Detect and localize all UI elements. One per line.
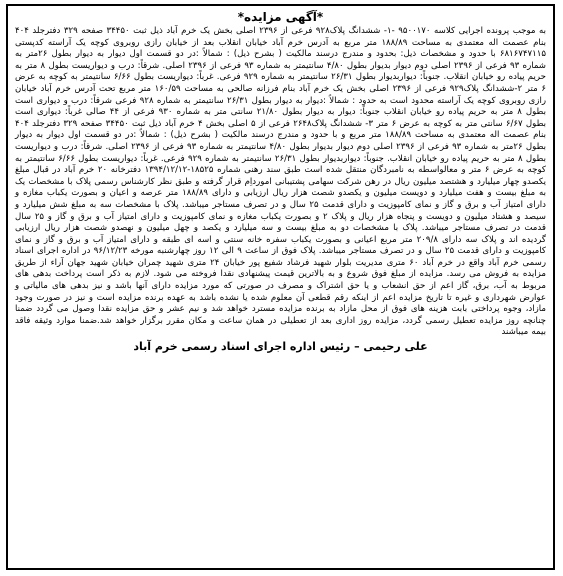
notice-body: به موجب پرونده اجرایی کلاسه ۹۵۰۰۱۷۰ -۱- ششدانگ پلاک۹۲۸ فرعی از ۲۳۹۶ اصلی بخش یک خرم آباد ذیل ثبت ۳۴۴۵۰ صفحه ۳۲۹ دفترجلد ۴۰۴ بنام عصمت اله معتمدی به مساحت ۱۸۸/۸۹ متر مربع به آدرس خرم آباد خیابان انقلاب بعد از خیابان رازی روبروی کوچه یک آراسته کدپستی ۶۸۱۶۷۴۷۱۱۵ با حدود و مشخصات ذیل: بحدود و مندرج درسند مالکیت ( بشرح ذیل) : شمالاً :در دو قسمت اول دیوار به دیوار بطول ۲۶متر به شماره ۹۳ فرعی از ۲۳۹۶ اصلی دوم دیوار بدیوار بطول ۴/۸۰ سانتیمتر به شماره ۹۳ فرعی از ۲۳۹۶ اصلی. شرقاً: درب و دیواریست بطول ۸ متر به حریم پیاده رو خیابان انقلاب. جنوباً: دیواربدیوار بطول ۲۶/۳۱ سانتیمتر به شماره ۹۲۹ فرعی. غرباً: دیواریست بطول ۶/۶۶ سانتیمتر به کوچه به عرض ۶ متر ۲-ششدانگ پلاک۹۲۹ فرعی از ۲۳۹۶ اصلی بخش یک خرم آباد بنام فرزانه صالحی به مساحت ۱۶۰/۵۹ متر مربع تحت آدرس خرم آباد خیابان رازی روبروی کوچه یک آراسته محدود است به حدود : شمالاً :دیوار به دیوار بطول ۲۶/۳۱ سانتیمتر به شماره ۹۲۸ فرعی شرقاً: درب و دیواری است بطول ۸ متر به حریم پیاده رو خیابان انقلاب جنوباً: دیوار به دیوار بطول ۲۱/۸۰ سانتی متر به شماره ۹۳۰ فرعی از ۴۴ صالی غرباً: دیواری است بطول ۶/۶۷ سانتی متر به کوچه به عرض ۶ متر ۳- ششدانگ پلاک۲۶۴۸ فرعی از ۵ اصلی بخش ۴ خرم آباد ذیل ثبت ۳۴۴۵۰ صفحه ۳۲۹ دفترجلد ۴۰۴ بنام عصمت اله معتمدی به مساحت ۱۸۸/۸۹ متر مربع و با حدود و مندرج درسند مالکیت ( بشرح ذیل) : شمالاً :در دو قسمت اول دیوار به دیوار بطول ۲۶متر به شماره ۹۳ فرعی از ۲۳۹۶ اصلی دوم دیوار بدیوار بطول ۴/۸۰ سانتیمتر به شماره ۹۳ فرعی از ۲۳۹۶ اصلی. شرقاً: درب و دیواریست بطول ۸ متر به حریم پیاده رو خیابان انقلاب. جنوباً: دیواربدیوار بطول ۲۶/۳۱ سانتیمتر به شماره ۹۲۹ فرعی. غرباً: دیواریست بطول ۶/۶۶ سانتیمتر به کوچه به عرض ۶ متر و معالواسطه به نامبردگان منتقل شده است طبق سند رهنی شماره ۱۸۵۲۵-۱۳۹۴/۱۲/۱۲ دفترخانه ۲۰ خرم آباد در قبال مبلغ یکصدو چهار میلیارد و هشتصد میلیون ریال در رهن شرکت سهامی پشتیبانی امورداِم قرار گرفته و طبق نظر کارشناس رسمی پلاک با مشخصات یک به مبلغ بیست و هفت میلیارد و دویست میلیون و یکصدو شصت هزار ریال ارزیابی و دارای ۱۸۸/۸۹ متر عرصه و اعیان و بصورت یکباب مغازه و دارای امتیاز آب و برق و گاز و نمای کامپوزیت و دارای قدمت ۲۵ سال و در تصرف مستاجر میباشد. پلاک با مشخصات سه به مبلغ شش میلیارد و سیصد و هشتاد میلیون و دویست و پنجاه هزار ریال و پلاک ۲ و بصورت یکباب مغازه و نمای کامپوزیت و دارای امتیاز آب و برق و گاز و ۲۵ سال قدمت در تصرف مستاجر میباشد. پلاک با مشخصات دو به مبلغ بیست و سه میلیارد و یکصد و چهل میلیون و نهصدو شصت هزار ریال ارزیابی گردیده اند و پلاک سه دارای ۲۰۹/۸ متر مربع اعیانی و بصورت یکباب سفره خانه سنتی و اسه ای طبقه و دارای امتیاز آب و برق و گاز و نمای کامپوزیت و دارای قدمت ۲۵ سال و در تصرف مستاجر میباشد. پلاک فوق از ساعت ۹ الی ۱۲ روز چهارشنبه مورخه ۹۶/۱۲/۲۳ در اداره اجرای اسناد رسمی خرم آباد واقع در خرم آباد ۶۰ متری مدیریت بلوار شهید فرشاد شفیع پور خیابان ۲۴ متری شهید چمران خیابان شهید جهان آراء از طریق مزایده به فروش می رسد. مزایده از مبلغ فوق شروع و به بالاترین قیمت پیشنهادی نقدا فروخته می شود. لازم به ذکر است پرداخت بدهی های مربوط به آب، برق، گاز اعم از حق انشعاب و یا حق اشتراک و مصرف در صورتی که مورد مزایده دارای آنها باشد و نیز بدهی های مالیاتی و عوارض شهرداری و غیره تا تاریخ مزایده اعم از اینکه رقم قطعی آن معلوم شده یا نشده باشد به عهده برنده مزایده است و نیز در صورت وجود مازاد، وجوه پرداختی بابت هزینه های فوق از محل مازاد به برنده مزایده مسترد خواهد شد و نیم عشر و حق مزایده نقدا وصول می گردد ضمنا چنانچه روز مزایده تعطیل رسمی گردد، مزایده روز اداری بعد از تعطیلی در همان ساعت و مکان مقرر برگزار خواهد شد.ضمنا موارد وثیقه فاقد بیمه میباشند: [15, 26, 547, 338]
notice-signature: علی رحیمی – رئیس اداره اجرای اسناد رسمی خرم آباد: [133, 340, 428, 354]
auction-notice: [6, 4, 555, 570]
notice-title: *آگهی مزایده*: [237, 10, 324, 24]
